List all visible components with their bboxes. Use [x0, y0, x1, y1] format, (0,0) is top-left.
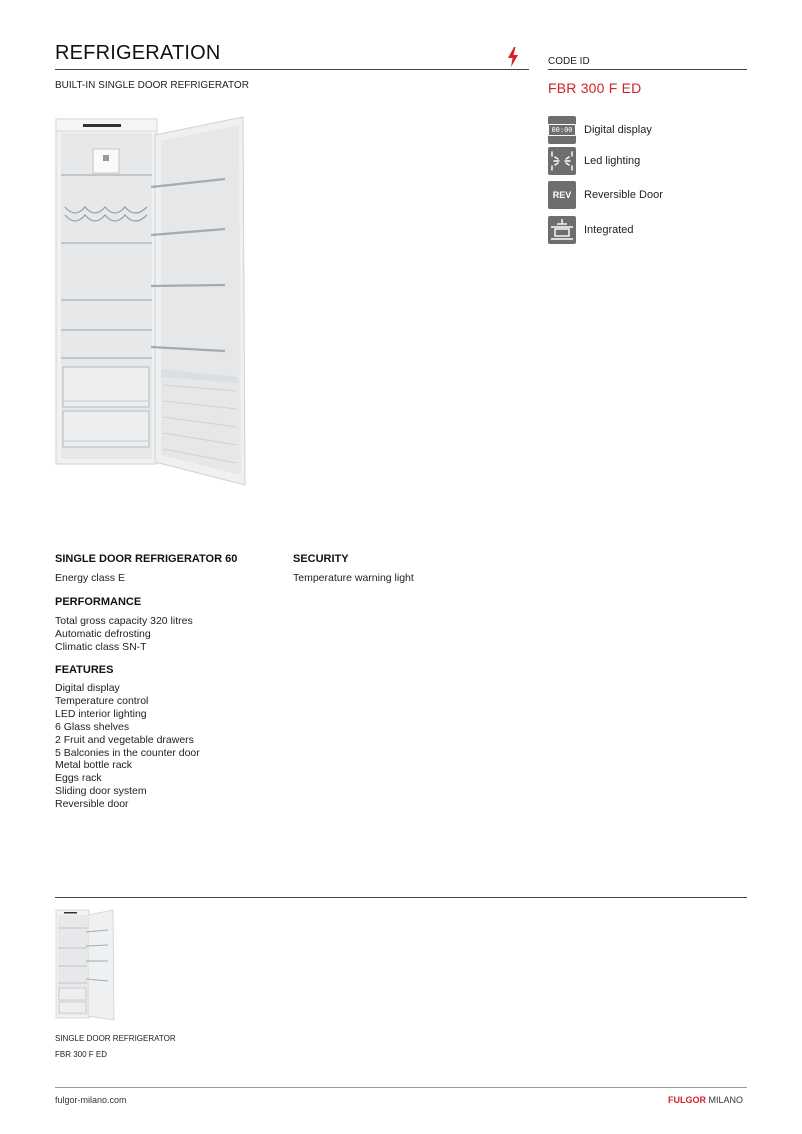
spec-list-features — [55, 682, 200, 811]
refrigerator-thumbnail — [55, 908, 115, 1021]
feature-label: Reversible Door — [584, 189, 663, 201]
spec-line: 2 Fruit and vegetable drawers — [55, 733, 194, 746]
code-id-label: CODE ID — [548, 56, 590, 67]
spec-line: Sliding door system — [55, 785, 147, 798]
spec-heading-features: FEATURES — [55, 664, 114, 676]
lightning-bolt-icon — [506, 47, 520, 67]
footer-website-link[interactable]: fulgor-milano.com — [55, 1095, 127, 1105]
thumbnail-caption-title: SINGLE DOOR REFRIGERATOR — [55, 1034, 176, 1043]
spec-heading-performance: PERFORMANCE — [55, 596, 142, 608]
feature-label: Led lighting — [584, 155, 641, 167]
code-id-divider — [548, 69, 747, 70]
spec-line: Energy class E — [55, 572, 126, 584]
spec-line: Temperature warning light — [293, 572, 414, 584]
refrigerator-image — [55, 115, 247, 487]
footer-brand — [668, 1095, 743, 1105]
spec-heading-security: SECURITY — [293, 553, 349, 565]
header-divider — [55, 69, 529, 70]
led-lighting-icon — [548, 147, 576, 175]
feature-digital-display — [548, 116, 652, 144]
feature-led-lighting — [548, 147, 640, 175]
spec-line: Digital display — [55, 682, 120, 694]
spec-line: Metal bottle rack — [55, 759, 133, 772]
spec-line: 6 Glass shelves — [55, 720, 130, 733]
page-title: REFRIGERATION — [55, 42, 221, 64]
digital-display-icon: 00:00 — [548, 116, 576, 144]
spec-line: Total gross capacity 320 litres — [55, 615, 193, 627]
thumbnail-caption-code: FBR 300 F ED — [55, 1050, 108, 1059]
spec-line: Automatic defrosting — [55, 627, 151, 640]
spec-line: Temperature control — [55, 694, 149, 707]
feature-label: Digital display — [584, 124, 652, 136]
brand-name-bold: FULGOR — [668, 1095, 706, 1105]
feature-label: Integrated — [584, 224, 634, 236]
spec-line: 5 Balconies in the counter door — [55, 746, 200, 759]
spec-line: Eggs rack — [55, 772, 102, 785]
spec-line: LED interior lighting — [55, 707, 147, 720]
reversible-door-icon: REV — [548, 181, 576, 209]
brand-name-rest: MILANO — [706, 1095, 744, 1105]
code-id-value: FBR 300 F ED — [548, 80, 642, 96]
spec-list-security — [293, 572, 414, 585]
feature-reversible-door — [548, 181, 663, 209]
integrated-icon — [548, 216, 576, 244]
spec-list-performance — [55, 615, 193, 654]
footer-divider — [55, 1087, 747, 1088]
spec-line: Reversible door — [55, 798, 129, 811]
spec-list-main — [55, 572, 125, 585]
section-divider — [55, 897, 747, 898]
page-subtitle: BUILT-IN SINGLE DOOR REFRIGERATOR — [55, 80, 249, 91]
spec-heading-main: SINGLE DOOR REFRIGERATOR 60 — [55, 553, 238, 565]
spec-line: Climatic class SN-T — [55, 640, 147, 653]
feature-integrated — [548, 216, 634, 244]
